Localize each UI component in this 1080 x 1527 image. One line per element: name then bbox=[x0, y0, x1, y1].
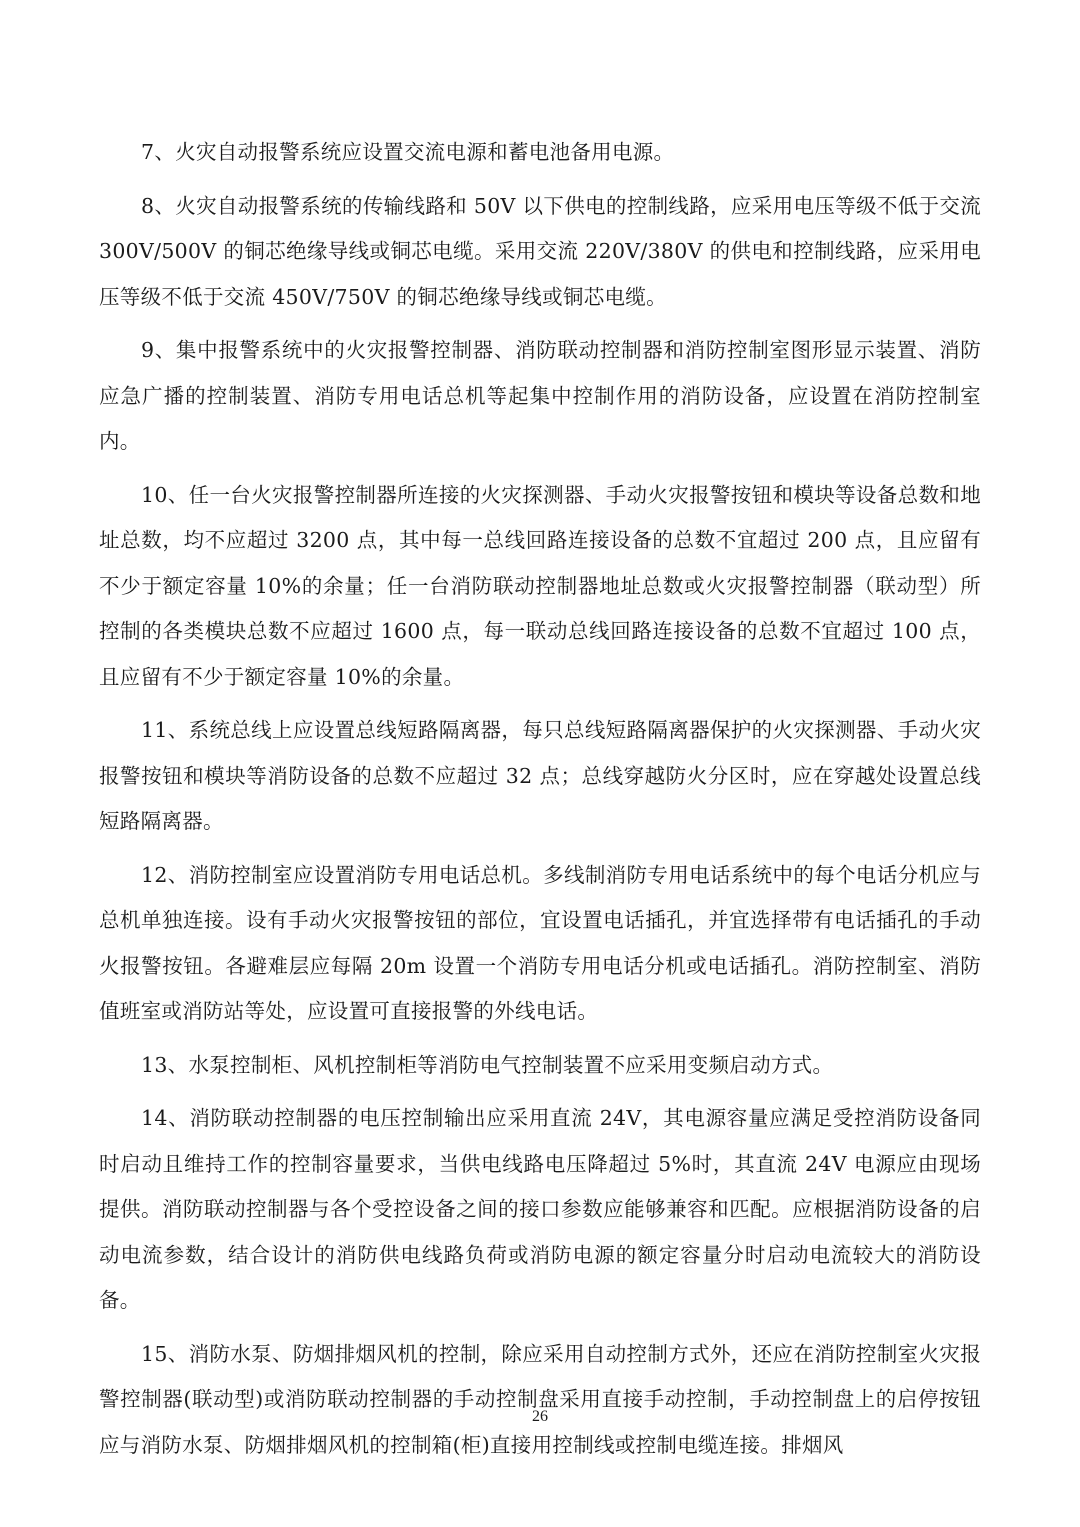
paragraph-item-13: 13、水泵控制柜、风机控制柜等消防电气控制装置不应采用变频启动方式。 bbox=[141, 1052, 834, 1077]
paragraph-item-12: 12、消防控制室应设置消防专用电话总机。多线制消防专用电话系统中的每个电话分机应与总机单独连接。设有手动火灾报警按钮的部位，宜设置电话插孔，并宜选择带有电话插孔的手动火报警按钮。各避难层应每隔 20m 设置一个消防专用电话分机或电话插孔。消防控制室、消防值班室或消防站等处，应设置可直接报警的外线电话。 bbox=[99, 862, 981, 1023]
paragraph-item-15: 15、消防水泵、防烟排烟风机的控制，除应采用自动控制方式外，还应在消防控制室火灾报警控制器(联动型)或消防联动控制器的手动控制盘采用直接手动控制，手动控制盘上的启停按钮应与消防水泵、防烟排烟风机的控制箱(柜)直接用控制线或控制电缆连接。排烟风 bbox=[99, 1341, 981, 1457]
paragraph-item-8: 8、火灾自动报警系统的传输线路和 50V 以下供电的控制线路，应采用电压等级不低于交流 300V/500V 的铜芯绝缘导线或铜芯电缆。采用交流 220V/380V 的供电和控制线路，应采用电压等级不低于交流 450V/750V 的铜芯绝缘导线或铜芯电缆。 bbox=[99, 193, 981, 309]
paragraph-item-9: 9、集中报警系统中的火灾报警控制器、消防联动控制器和消防控制室图形显示装置、消防应急广播的控制装置、消防专用电话总机等起集中控制作用的消防设备，应设置在消防控制室内。 bbox=[99, 338, 981, 453]
page-number: 26 bbox=[532, 1408, 548, 1425]
paragraph-item-11: 11、系统总线上应设置总线短路隔离器，每只总线短路隔离器保护的火灾探测器、手动火灾报警按钮和模块等消防设备的总数不应超过 32 点；总线穿越防火分区时，应在穿越处设置总线短路隔离器。 bbox=[99, 718, 981, 833]
paragraph-item-10: 10、任一台火灾报警控制器所连接的火灾探测器、手动火灾报警按钮和模块等设备总数和地址总数，均不应超过 3200 点，其中每一总线回路连接设备的总数不宜超过 200 点，且应留有不少于额定容量 10%的余量；任一台消防联动控制器地址总数或火灾报警控制器（联动型）所控制的各类模块总数不应超过 1600 点，每一联动总线回路连接设备的总数不宜超过 100 点，且应留有不少于额定容量 10%的余量。 bbox=[99, 482, 981, 689]
paragraph-item-14: 14、消防联动控制器的电压控制输出应采用直流 24V，其电源容量应满足受控消防设备同时启动且维持工作的控制容量要求，当供电线路电压降超过 5%时，其直流 24V 电源应由现场提供。消防联动控制器与各个受控设备之间的接口参数应能够兼容和匹配。应根据消防设备的启动电流参数，结合设计的消防供电线路负荷或消防电源的额定容量分时启动电流较大的消防设备。 bbox=[99, 1106, 981, 1312]
document-body bbox=[99, 130, 981, 1476]
paragraph-item-7: 7、火灾自动报警系统应设置交流电源和蓄电池备用电源。 bbox=[141, 140, 675, 164]
